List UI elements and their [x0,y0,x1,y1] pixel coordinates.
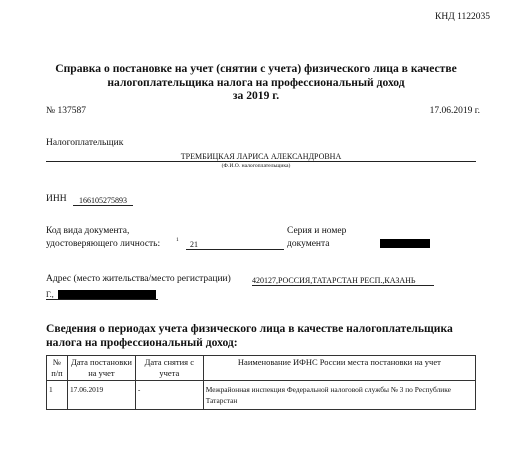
doc-series-label-line2: документа [287,239,330,249]
cell-start-date: 17.06.2019 [67,381,135,410]
header-end-date: Дата снятия с учета [135,356,203,381]
header-index: № п/п [47,356,68,381]
redacted-document-number [380,239,430,248]
doc-code-label-line2: удостоверяющего личность: [46,239,161,249]
header-start-date: Дата постановки на учет [67,356,135,381]
cell-end-date: - [135,381,203,410]
document-title [0,62,512,103]
doc-code-label-line1: Код вида документа, [46,226,130,236]
title-line-2: налогоплательщика налога на профессиональный доход [107,75,405,89]
taxpayer-label: Налогоплательщик [46,138,124,148]
table-row [47,381,476,410]
doc-series-label-line1: Серия и номер [287,226,347,236]
redacted-address [58,290,156,299]
cell-ifns-name: Межрайонная инспекция Федеральной налоговой службы № 3 по Республике Татарстан [203,381,475,410]
knd-code: КНД 1122035 [435,12,490,22]
registration-periods-table [46,355,476,410]
taxpayer-name: ТРЕМБИЦКАЯ ЛАРИСА АЛЕКСАНДРОВНА [46,152,476,162]
inn-label: ИНН [46,194,67,204]
address-label: Адрес (место жительства/место регистрации) [46,274,231,284]
address-line2-prefix: Г., [46,290,54,299]
cell-index: 1 [47,381,68,410]
footnote-marker: 1 [176,237,179,243]
doc-code-value: 21 [186,240,284,250]
header-ifns-name: Наименование ИФНС России места постановки на учет [203,356,475,381]
title-line-3: за 2019 г. [232,89,280,102]
section-heading: Сведения о периодах учета физического лица в качестве налогоплательщика налога на профессиональный доход: [46,322,453,349]
certificate-date: 17.06.2019 г. [429,106,480,116]
title-line-1: Справка о постановке на учет (снятии с учета) физического лица в качестве [55,62,457,75]
certificate-number: № 137587 [46,106,86,116]
table-header-row [47,356,476,381]
taxpayer-name-caption: (Ф.И.О. налогоплательщика) [221,163,291,169]
inn-value: 166105275893 [73,196,133,206]
address-line1: 420127,РОССИЯ,ТАТАРСТАН РЕСП.,КАЗАНЬ [252,276,434,286]
